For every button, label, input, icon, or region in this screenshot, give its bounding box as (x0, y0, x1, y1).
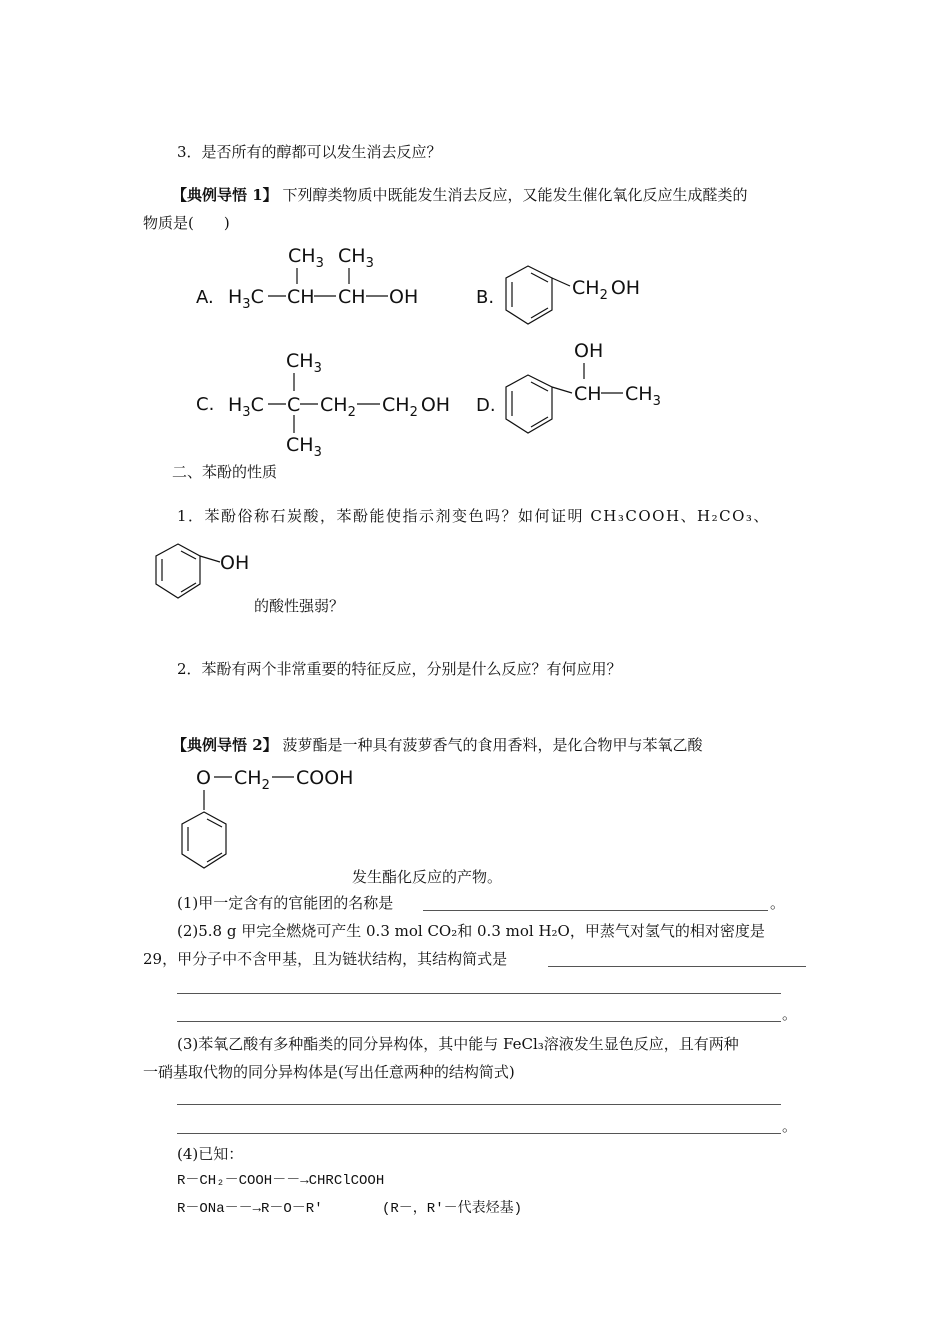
answer-line-2c[interactable] (177, 1021, 781, 1022)
struct-ch2: $CH_2$ (234, 767, 270, 793)
part-2-line1: (2)5.8 g 甲完全燃烧可产生 0.3 mol CO₂和 0.3 mol H₂O，甲蒸气对氢气的相对密度是 (177, 922, 765, 940)
reaction-2-note: (R－，R′－代表烃基) (382, 1201, 523, 1217)
benzene-ring-phenol (156, 544, 200, 598)
option-c-h3c: $H_3C$ (228, 394, 264, 420)
option-c-ch2: $CH_2$ (320, 394, 356, 420)
bond-d1 (552, 387, 572, 393)
example-1-text: 下列醇类物质中既能发生消去反应，又能发生催化氧化反应生成醛类的 (282, 186, 748, 204)
benzene-ring-b (506, 266, 552, 324)
section-2-heading: 二、苯酚的性质 (172, 463, 278, 481)
option-b-ch2oh: $CH_2$ OH (572, 277, 641, 303)
example-1-tag: 【典例导悟 1】 (172, 186, 278, 204)
reaction-2: R－ONa－－→R－O－R′ (177, 1201, 323, 1217)
option-c-label: C. (196, 394, 215, 415)
option-a-oh: OH (389, 286, 419, 308)
phenol-oh: OH (220, 552, 250, 574)
option-a-ch3-top2: $CH_3$ (338, 245, 374, 271)
option-c-ch2oh: $CH_2$ OH (382, 394, 451, 420)
example-2-text: 菠萝酯是一种具有菠萝香气的食用香料，是化合物甲与苯氧乙酸 (282, 736, 703, 754)
answer-line-3a[interactable] (177, 1104, 781, 1105)
option-c-ch3-top: $CH_3$ (286, 350, 322, 376)
option-a-h3c: $H_3C$ (228, 286, 264, 312)
option-d-structure (470, 335, 690, 445)
answer-line-2a[interactable] (548, 966, 806, 967)
phenol-question-1: 1．苯酚俗称石炭酸，苯酚能使指示剂变色吗？如何证明 CH₃COOH、H₂CO₃、 (177, 507, 770, 525)
option-d-oh: OH (574, 340, 604, 362)
phenoxyacetic-acid-structure (178, 762, 378, 887)
part-1: (1)甲一定含有的官能团的名称是 (177, 894, 394, 912)
struct-o: O (196, 767, 211, 789)
answer-line-1[interactable] (423, 910, 768, 911)
option-d-ch: CH (574, 383, 602, 405)
struct-cooh: COOH (296, 767, 354, 789)
option-c-ch3-bottom: $CH_3$ (286, 434, 322, 460)
option-a-ch3-top1: $CH_3$ (288, 245, 324, 271)
bond-phenol-oh (200, 556, 220, 562)
phenol-question-1-end: 的酸性强弱？ (254, 597, 345, 615)
option-a-ch1: CH (287, 286, 315, 308)
benzene-ring-ex2 (182, 812, 226, 868)
part-2-line2: 29，甲分子中不含甲基，且为链状结构，其结构简式是 (143, 950, 508, 968)
bond-b1 (552, 278, 570, 286)
option-a-ch2: CH (338, 286, 366, 308)
example-2-tag: 【典例导悟 2】 (172, 736, 278, 754)
option-a-label: A. (196, 287, 214, 308)
answer-line-3b[interactable] (177, 1133, 781, 1134)
example-2-line2: 发生酯化反应的产物。 (352, 868, 503, 886)
example-1-line1 (172, 186, 747, 204)
question-3: 3．是否所有的醇都可以发生消去反应？ (177, 143, 442, 161)
phenol-structure (150, 538, 270, 608)
part-4: (4)已知： (177, 1145, 244, 1163)
option-a-structure (190, 240, 430, 320)
option-b-label: B. (476, 287, 495, 308)
answer-line-2b[interactable] (177, 993, 781, 994)
reaction-1: R－CH₂－COOH－－→CHRClCOOH (177, 1173, 385, 1189)
example-1-line2: 物质是( ) (143, 214, 230, 232)
part-1-end: 。 (770, 894, 786, 912)
part-3-end: 。 (782, 1117, 798, 1135)
option-d-ch3: $CH_3$ (625, 383, 661, 409)
benzene-ring-d (506, 375, 552, 433)
example-2-line1 (172, 736, 702, 754)
part-3-line1: (3)苯氧乙酸有多种酯类的同分异构体，其中能与 FeCl₃溶液发生显色反应，且有两种 (177, 1035, 739, 1053)
option-c-center-c: C (287, 394, 301, 416)
phenol-question-2: 2．苯酚有两个非常重要的特征反应，分别是什么反应？有何应用？ (177, 660, 622, 678)
option-b-structure (470, 258, 670, 338)
part-3-line2: 一硝基取代物的同分异构体是(写出任意两种的结构简式) (143, 1063, 515, 1081)
option-d-label: D. (476, 395, 496, 416)
option-c-structure (190, 345, 460, 465)
part-2-end: 。 (782, 1005, 798, 1023)
